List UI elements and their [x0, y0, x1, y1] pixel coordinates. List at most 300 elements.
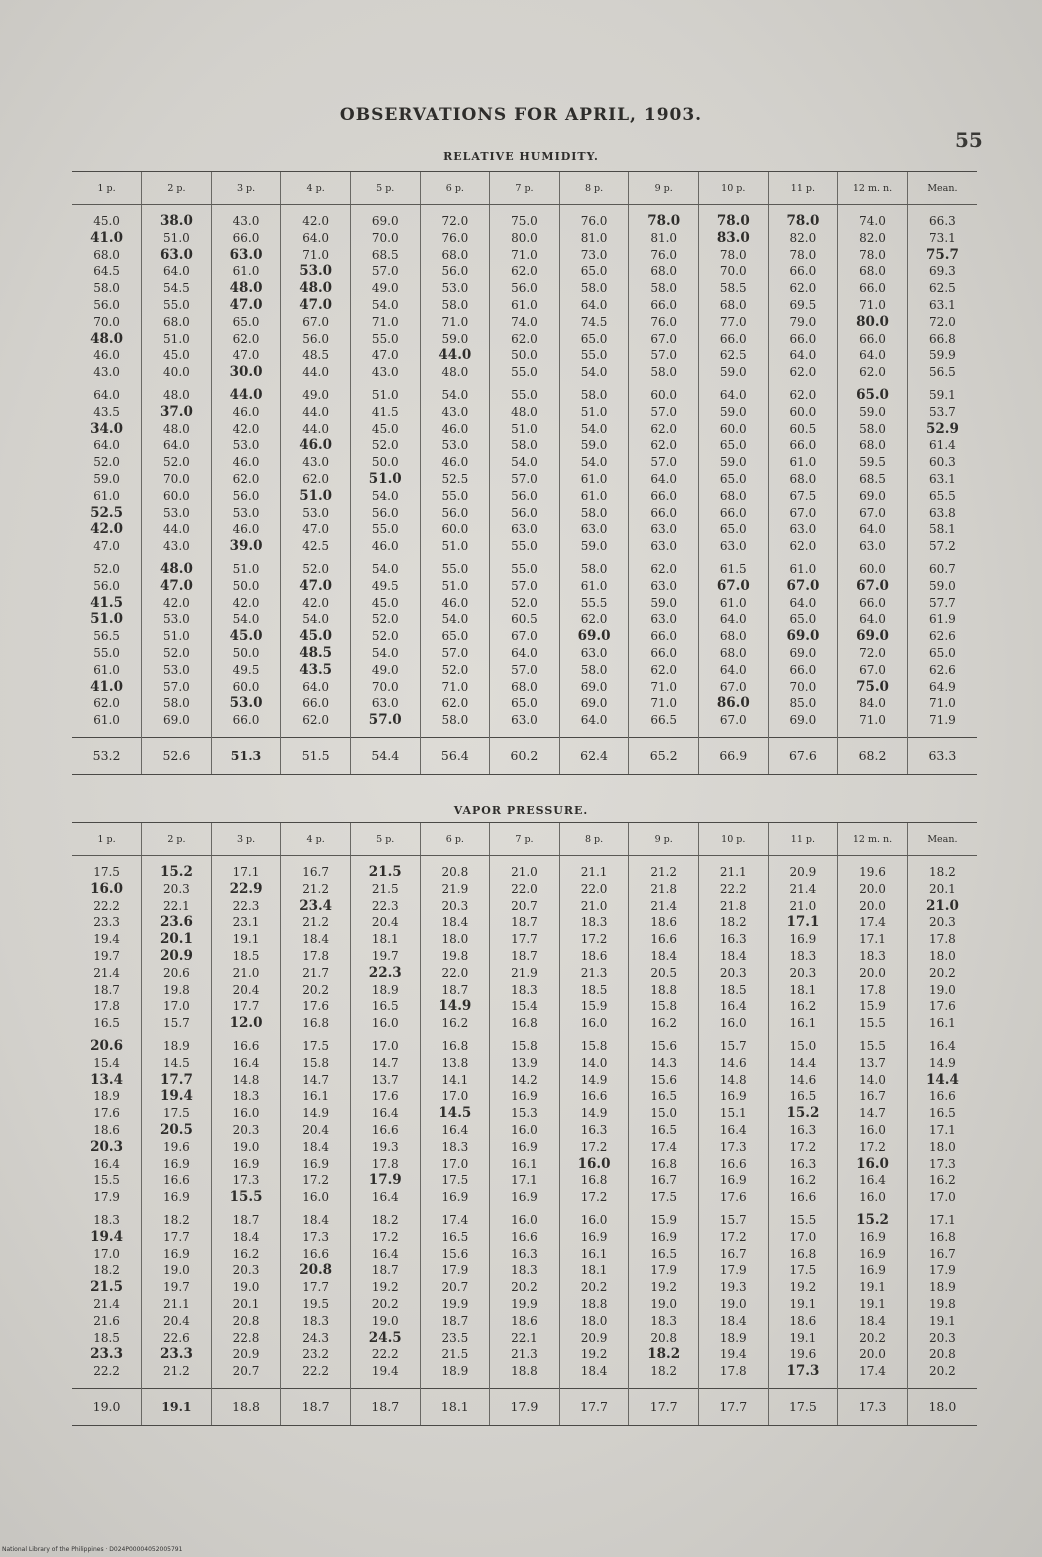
table-cell: 16.9 — [559, 1229, 629, 1246]
table-cell: 17.2 — [698, 1229, 768, 1246]
table-cell: 57.7 — [907, 595, 977, 612]
table-cell: 20.2 — [907, 1363, 977, 1388]
table-cell: 67.0 — [838, 578, 908, 595]
table-cell: 48.0 — [281, 280, 351, 297]
table-cell: 19.8 — [142, 982, 212, 999]
table-cell: 63.0 — [559, 521, 629, 538]
table-cell: 82.0 — [838, 230, 908, 247]
table-cell: 61.0 — [211, 263, 281, 280]
table-cell: 47.0 — [350, 347, 420, 364]
table-cell: 17.9 — [629, 1262, 699, 1279]
column-header: Mean. — [907, 172, 977, 205]
table-cell: 22.3 — [350, 898, 420, 915]
table-cell: 62.5 — [698, 347, 768, 364]
table-cell: 17.1 — [211, 856, 281, 881]
table-cell: 66.0 — [768, 662, 838, 679]
table-cell: 18.6 — [768, 1313, 838, 1330]
table-cell: 17.3 — [211, 1172, 281, 1189]
table-cell: 78.0 — [768, 247, 838, 264]
table-row — [72, 1189, 977, 1206]
table-cell: 52.0 — [93, 561, 120, 576]
table-cell: 20.3 — [907, 1330, 977, 1347]
table-cell: 15.6 — [629, 1072, 699, 1089]
table-cell: 68.0 — [768, 471, 838, 488]
table-cell: 52.0 — [350, 611, 420, 628]
table-cell: 62.0 — [281, 471, 351, 488]
table-cell: 18.3 — [211, 1088, 281, 1105]
table-cell: 18.5 — [211, 948, 281, 965]
table-row — [72, 1330, 977, 1347]
table-cell: 70.0 — [93, 314, 120, 329]
table-cell: 17.2 — [281, 1172, 351, 1189]
column-header: 9 p. — [629, 172, 699, 205]
table-cell: 56.0 — [93, 297, 120, 312]
table-cell: 62.5 — [907, 280, 977, 297]
table-cell: 45.0 — [93, 214, 120, 228]
table-cell: 13.8 — [420, 1055, 490, 1072]
table-cell: 66.0 — [838, 595, 908, 612]
table-row — [72, 247, 977, 264]
table-cell: 18.4 — [281, 1206, 351, 1229]
table-cell: 53.0 — [281, 505, 351, 522]
table-cell: 50.0 — [211, 645, 281, 662]
column-header: 5 p. — [350, 172, 420, 205]
table-cell: 69.0 — [559, 679, 629, 696]
table-cell: 16.2 — [768, 998, 838, 1015]
table-cell: 21.1 — [698, 856, 768, 881]
table-cell: 65.0 — [490, 695, 560, 712]
table-cell: 64.0 — [559, 712, 629, 737]
table-cell: 71.0 — [838, 297, 908, 314]
table-cell: 53.0 — [420, 437, 490, 454]
table-cell: 16.5 — [629, 1088, 699, 1105]
table-cell: 19.8 — [420, 948, 490, 965]
table-row — [72, 1296, 977, 1313]
table-cell: 20.4 — [350, 914, 420, 931]
table-cell: 51.0 — [281, 488, 351, 505]
table-cell: 69.5 — [768, 297, 838, 314]
mean-cell: 52.6 — [142, 737, 212, 774]
table-cell: 16.6 — [281, 1246, 351, 1263]
table-cell: 62.0 — [93, 696, 120, 711]
table-cell: 64.0 — [838, 611, 908, 628]
mean-cell: 18.7 — [350, 1388, 420, 1425]
column-header: 11 p. — [768, 172, 838, 205]
table-cell: 39.0 — [211, 538, 281, 555]
table-cell: 17.7 — [281, 1279, 351, 1296]
table-cell: 61.0 — [93, 488, 120, 503]
table-row — [72, 1072, 977, 1089]
table-cell: 18.3 — [490, 982, 560, 999]
table-cell: 17.7 — [490, 931, 560, 948]
table-cell: 20.0 — [838, 965, 908, 982]
table-cell: 64.0 — [629, 471, 699, 488]
table-row — [72, 611, 977, 628]
table-cell: 15.5 — [211, 1189, 281, 1206]
mean-cell: 68.2 — [838, 737, 908, 774]
table-cell: 49.5 — [211, 662, 281, 679]
table-row — [72, 505, 977, 522]
table-cell: 18.7 — [420, 982, 490, 999]
table-cell: 52.0 — [490, 595, 560, 612]
table-cell: 16.8 — [768, 1246, 838, 1263]
table-cell: 15.5 — [93, 1173, 120, 1188]
table-cell: 16.0 — [838, 1189, 908, 1206]
table-cell: 58.0 — [559, 505, 629, 522]
table-cell: 52.0 — [350, 628, 420, 645]
table-cell: 60.5 — [490, 611, 560, 628]
table-cell: 14.4 — [768, 1055, 838, 1072]
table-cell: 16.2 — [629, 1015, 699, 1032]
table-cell: 51.0 — [211, 555, 281, 578]
table-cell: 62.0 — [768, 538, 838, 555]
table-cell: 18.7 — [490, 914, 560, 931]
table-cell: 21.5 — [350, 856, 420, 881]
table-cell: 15.2 — [142, 856, 212, 881]
table-cell: 20.2 — [490, 1279, 560, 1296]
table-cell: 19.7 — [350, 948, 420, 965]
table-cell: 45.0 — [281, 628, 351, 645]
column-header: 1 p. — [72, 172, 142, 205]
table-cell: 17.8 — [93, 999, 120, 1014]
table-cell: 38.0 — [142, 205, 212, 230]
table-cell: 16.9 — [768, 931, 838, 948]
table-cell: 48.0 — [490, 404, 560, 421]
table-cell: 16.9 — [142, 1246, 212, 1263]
table-cell: 55.0 — [490, 538, 560, 555]
table-cell: 67.0 — [768, 505, 838, 522]
table-cell: 18.8 — [490, 1363, 560, 1388]
table-cell: 21.5 — [420, 1346, 490, 1363]
table-cell: 53.7 — [907, 404, 977, 421]
column-header: 6 p. — [420, 172, 490, 205]
table-row — [72, 381, 977, 404]
table-cell: 18.2 — [629, 1363, 699, 1388]
table-cell: 19.4 — [90, 1228, 123, 1245]
table-cell: 51.0 — [350, 381, 420, 404]
table-row — [72, 1139, 977, 1156]
table-cell: 66.0 — [629, 297, 699, 314]
table-cell: 19.8 — [907, 1296, 977, 1313]
table-cell: 56.0 — [490, 488, 560, 505]
mean-cell: 17.5 — [768, 1388, 838, 1425]
table-cell: 16.4 — [698, 1122, 768, 1139]
table-cell: 63.0 — [629, 611, 699, 628]
table-cell: 72.0 — [907, 314, 977, 331]
table-cell: 17.4 — [838, 1363, 908, 1388]
table-cell: 18.4 — [211, 1229, 281, 1246]
table-cell: 78.0 — [629, 205, 699, 230]
table-cell: 55.0 — [420, 555, 490, 578]
table-cell: 61.0 — [490, 297, 560, 314]
table-cell: 53.0 — [142, 611, 212, 628]
table-cell: 48.5 — [281, 347, 351, 364]
table-cell: 17.0 — [420, 1156, 490, 1173]
table-cell: 14.9 — [420, 998, 490, 1015]
table-cell: 16.9 — [142, 1156, 212, 1173]
table-cell: 18.2 — [698, 914, 768, 931]
table-cell: 18.1 — [768, 982, 838, 999]
table-cell: 18.2 — [142, 1206, 212, 1229]
table-cell: 66.0 — [211, 230, 281, 247]
table-cell: 16.6 — [768, 1189, 838, 1206]
table-cell: 16.7 — [838, 1088, 908, 1105]
table-row — [72, 856, 977, 881]
table-cell: 66.0 — [768, 263, 838, 280]
relative-humidity-title: RELATIVE HUMIDITY. — [443, 150, 599, 163]
table-cell: 68.0 — [698, 645, 768, 662]
table-cell: 47.0 — [281, 578, 351, 595]
table-cell: 47.0 — [281, 297, 351, 314]
table-cell: 19.4 — [142, 1088, 212, 1105]
table-cell: 61.5 — [698, 555, 768, 578]
table-cell: 17.2 — [559, 931, 629, 948]
table-cell: 18.3 — [281, 1313, 351, 1330]
table-cell: 71.0 — [350, 314, 420, 331]
mean-cell: 65.2 — [629, 737, 699, 774]
table-cell: 47.0 — [211, 347, 281, 364]
table-cell: 67.0 — [281, 314, 351, 331]
table-cell: 52.0 — [93, 455, 120, 470]
table-cell: 21.4 — [93, 1296, 120, 1311]
table-cell: 18.3 — [559, 914, 629, 931]
table-cell: 15.2 — [768, 1105, 838, 1122]
table-cell: 21.1 — [142, 1296, 212, 1313]
table-cell: 19.7 — [142, 1279, 212, 1296]
table-row — [72, 1105, 977, 1122]
table-cell: 20.2 — [907, 965, 977, 982]
column-header: 8 p. — [559, 172, 629, 205]
table-cell: 23.4 — [281, 898, 351, 915]
table-cell: 51.0 — [142, 331, 212, 348]
table-cell: 58.0 — [420, 297, 490, 314]
table-cell: 14.7 — [838, 1105, 908, 1122]
table-cell: 18.9 — [420, 1363, 490, 1388]
mean-cell: 17.7 — [559, 1388, 629, 1425]
table-cell: 57.0 — [629, 404, 699, 421]
table-cell: 42.5 — [281, 538, 351, 555]
table-cell: 62.0 — [629, 662, 699, 679]
table-cell: 55.0 — [490, 555, 560, 578]
table-cell: 15.6 — [629, 1032, 699, 1055]
table-cell: 41.5 — [90, 594, 123, 611]
table-cell: 18.3 — [838, 948, 908, 965]
table-cell: 17.3 — [698, 1139, 768, 1156]
table-cell: 16.5 — [907, 1105, 977, 1122]
table-cell: 20.0 — [838, 1346, 908, 1363]
table-cell: 15.5 — [768, 1206, 838, 1229]
table-cell: 17.2 — [768, 1139, 838, 1156]
table-cell: 14.5 — [420, 1105, 490, 1122]
table-cell: 17.3 — [768, 1363, 838, 1388]
table-cell: 16.0 — [90, 880, 123, 897]
table-cell: 21.0 — [490, 856, 560, 881]
vapor-pressure-title: VAPOR PRESSURE. — [453, 804, 589, 817]
table-cell: 64.0 — [281, 230, 351, 247]
table-cell: 19.2 — [559, 1346, 629, 1363]
table-cell: 64.0 — [490, 645, 560, 662]
table-cell: 68.0 — [698, 297, 768, 314]
table-cell: 22.9 — [211, 881, 281, 898]
table-cell: 16.0 — [490, 1122, 560, 1139]
table-cell: 63.0 — [698, 538, 768, 555]
table-cell: 18.9 — [907, 1279, 977, 1296]
table-cell: 19.1 — [768, 1330, 838, 1347]
table-cell: 16.9 — [490, 1088, 560, 1105]
table-cell: 61.9 — [907, 611, 977, 628]
table-cell: 69.0 — [838, 628, 908, 645]
table-cell: 16.6 — [907, 1088, 977, 1105]
table-cell: 15.9 — [559, 998, 629, 1015]
table-cell: 43.0 — [211, 205, 281, 230]
table-cell: 72.0 — [838, 645, 908, 662]
table-cell: 62.0 — [629, 437, 699, 454]
table-cell: 21.8 — [698, 898, 768, 915]
table-row — [72, 1262, 977, 1279]
table-cell: 15.8 — [629, 998, 699, 1015]
table-row — [72, 595, 977, 612]
table-cell: 21.5 — [90, 1279, 123, 1296]
table-cell: 18.2 — [907, 856, 977, 881]
table-cell: 16.6 — [490, 1229, 560, 1246]
table-cell: 16.8 — [907, 1229, 977, 1246]
table-cell: 16.4 — [698, 998, 768, 1015]
table-cell: 16.7 — [907, 1246, 977, 1263]
table-cell: 67.0 — [629, 331, 699, 348]
table-cell: 86.0 — [698, 695, 768, 712]
table-cell: 42.0 — [211, 421, 281, 438]
table-cell: 63.0 — [350, 695, 420, 712]
table-cell: 23.3 — [142, 1346, 212, 1363]
table-cell: 19.4 — [350, 1363, 420, 1388]
table-cell: 57.0 — [629, 347, 699, 364]
column-header: 10 p. — [698, 823, 768, 856]
column-header: 12 m. n. — [838, 823, 908, 856]
table-cell: 59.0 — [698, 364, 768, 381]
table-cell: 16.3 — [698, 931, 768, 948]
table-cell: 64.5 — [93, 264, 120, 279]
table-cell: 16.9 — [281, 1156, 351, 1173]
table-cell: 18.7 — [93, 982, 120, 997]
table-cell: 68.0 — [838, 263, 908, 280]
page-title: OBSERVATIONS FOR APRIL, 1903. — [339, 105, 703, 125]
table-cell: 45.0 — [211, 628, 281, 645]
table-cell: 58.0 — [142, 695, 212, 712]
table-cell: 62.0 — [629, 555, 699, 578]
table-cell: 69.0 — [559, 628, 629, 645]
table-cell: 16.1 — [490, 1156, 560, 1173]
table-cell: 61.0 — [93, 713, 120, 728]
table-cell: 20.1 — [211, 1296, 281, 1313]
table-cell: 17.0 — [768, 1229, 838, 1246]
table-cell: 19.0 — [211, 1279, 281, 1296]
table-cell: 16.6 — [142, 1172, 212, 1189]
table-cell: 22.2 — [93, 898, 120, 913]
table-cell: 20.3 — [768, 965, 838, 982]
table-cell: 57.0 — [350, 712, 420, 737]
table-cell: 16.8 — [281, 1015, 351, 1032]
table-cell: 23.5 — [420, 1330, 490, 1347]
mean-cell: 54.4 — [350, 737, 420, 774]
table-cell: 16.7 — [281, 856, 351, 881]
table-cell: 51.0 — [420, 578, 490, 595]
table-cell: 74.0 — [838, 205, 908, 230]
table-cell: 62.0 — [281, 712, 351, 737]
table-cell: 63.0 — [629, 578, 699, 595]
table-cell: 67.0 — [698, 578, 768, 595]
table-cell: 59.9 — [907, 347, 977, 364]
table-row — [72, 205, 977, 230]
table-cell: 46.0 — [211, 521, 281, 538]
table-row — [72, 1122, 977, 1139]
table-cell: 18.3 — [490, 1262, 560, 1279]
table-cell: 70.0 — [142, 471, 212, 488]
table-cell: 73.1 — [907, 230, 977, 247]
table-cell: 22.2 — [698, 881, 768, 898]
table-cell: 12.0 — [211, 1015, 281, 1032]
table-cell: 77.0 — [698, 314, 768, 331]
table-cell: 16.0 — [281, 1189, 351, 1206]
table-cell: 56.0 — [420, 263, 490, 280]
table-cell: 78.0 — [838, 247, 908, 264]
table-cell: 58.0 — [559, 280, 629, 297]
table-cell: 20.4 — [211, 982, 281, 999]
table-row — [72, 488, 977, 505]
table-cell: 46.0 — [420, 454, 490, 471]
table-cell: 44.0 — [211, 381, 281, 404]
table-cell: 16.6 — [211, 1032, 281, 1055]
table-cell: 48.0 — [142, 381, 212, 404]
table-cell: 17.0 — [350, 1032, 420, 1055]
table-cell: 17.5 — [629, 1189, 699, 1206]
table-cell: 46.0 — [420, 421, 490, 438]
table-cell: 20.2 — [350, 1296, 420, 1313]
table-cell: 16.1 — [281, 1088, 351, 1105]
table-cell: 19.0 — [698, 1296, 768, 1313]
table-cell: 59.5 — [838, 454, 908, 471]
table-cell: 49.0 — [350, 280, 420, 297]
table-cell: 61.0 — [768, 555, 838, 578]
table-cell: 15.7 — [698, 1032, 768, 1055]
table-cell: 15.3 — [490, 1105, 560, 1122]
table-cell: 55.0 — [350, 521, 420, 538]
table-cell: 80.0 — [838, 314, 908, 331]
table-cell: 16.5 — [350, 998, 420, 1015]
table-cell: 58.5 — [698, 280, 768, 297]
table-cell: 14.2 — [490, 1072, 560, 1089]
table-cell: 19.1 — [838, 1296, 908, 1313]
table-cell: 61.0 — [93, 662, 120, 677]
table-cell: 65.0 — [907, 645, 977, 662]
table-cell: 17.7 — [211, 998, 281, 1015]
table-cell: 64.9 — [907, 679, 977, 696]
table-cell: 57.0 — [490, 662, 560, 679]
table-cell: 17.4 — [629, 1139, 699, 1156]
table-cell: 71.0 — [838, 712, 908, 737]
table-cell: 64.0 — [142, 437, 212, 454]
table-cell: 62.6 — [907, 628, 977, 645]
table-cell: 42.0 — [281, 595, 351, 612]
table-cell: 54.0 — [559, 421, 629, 438]
table-cell: 16.2 — [420, 1015, 490, 1032]
table-row — [72, 437, 977, 454]
table-cell: 18.4 — [698, 948, 768, 965]
table-cell: 17.6 — [281, 998, 351, 1015]
table-cell: 50.0 — [211, 578, 281, 595]
table-cell: 55.0 — [490, 381, 560, 404]
table-cell: 20.8 — [629, 1330, 699, 1347]
table-cell: 19.5 — [281, 1296, 351, 1313]
